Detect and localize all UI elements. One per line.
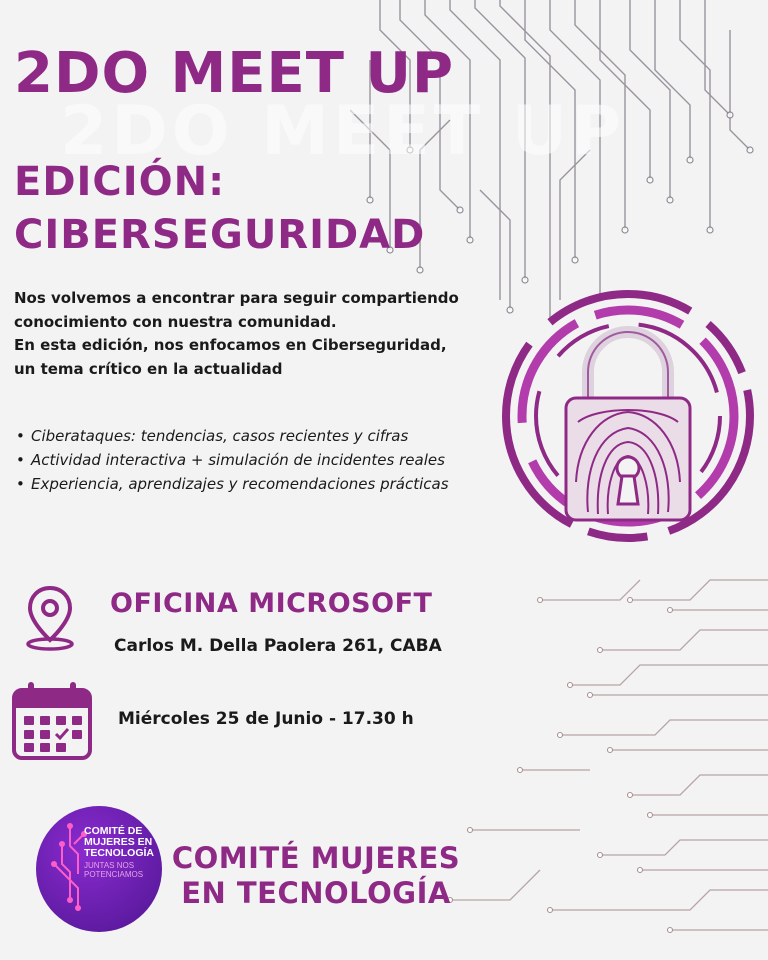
agenda-item-label: Experiencia, aprendizajes y recomendaciones prácticas (31, 475, 449, 493)
organizer-name-line1: COMITÉ MUJERES (171, 841, 461, 875)
intro-text (14, 287, 464, 381)
logo-tagline: JUNTAS NOS POTENCIAMOS (84, 861, 144, 879)
event-title: 2DO MEET UP (14, 41, 454, 106)
event-date-time: Miércoles 25 de Junio - 17.30 h (118, 709, 414, 729)
list-item (14, 448, 454, 472)
organizer-name-line2: EN TECNOLOGÍA (181, 876, 451, 910)
calendar-icon (12, 680, 94, 762)
logo-text (84, 826, 160, 879)
agenda-item-label: Actividad interactiva + simulación de incidentes reales (31, 451, 445, 469)
venue-address: Carlos M. Della Paolera 261, CABA (114, 636, 442, 656)
logo-title: COMITÉ DE MUJERES EN TECNOLOGÍA (84, 825, 154, 859)
bullet-marker: • (16, 451, 25, 469)
padlock-fingerprint-icon (488, 282, 768, 550)
bullet-marker: • (16, 427, 25, 445)
list-item (14, 424, 454, 448)
agenda-list (14, 424, 454, 496)
bullet-marker: • (16, 475, 25, 493)
intro-paragraph: Nos volvemos a encontrar para seguir compartiendo conocimiento con nuestra comunidad. En esta edición, nos enfocamos en Ciberseguridad, un tema crítico en la actualidad (14, 289, 459, 378)
edition-label: EDICIÓN: (14, 159, 226, 205)
circuit-lines-bottom (440, 570, 768, 960)
title-watermark: 2DO MEET UP (60, 92, 625, 171)
list-item (14, 472, 454, 496)
organizer-logo (34, 804, 164, 934)
agenda-item-label: Ciberataques: tendencias, casos recientes y cifras (31, 427, 409, 445)
edition-topic: CIBERSEGURIDAD (14, 212, 426, 258)
venue-name: OFICINA MICROSOFT (110, 588, 433, 619)
map-pin-icon (24, 584, 76, 652)
